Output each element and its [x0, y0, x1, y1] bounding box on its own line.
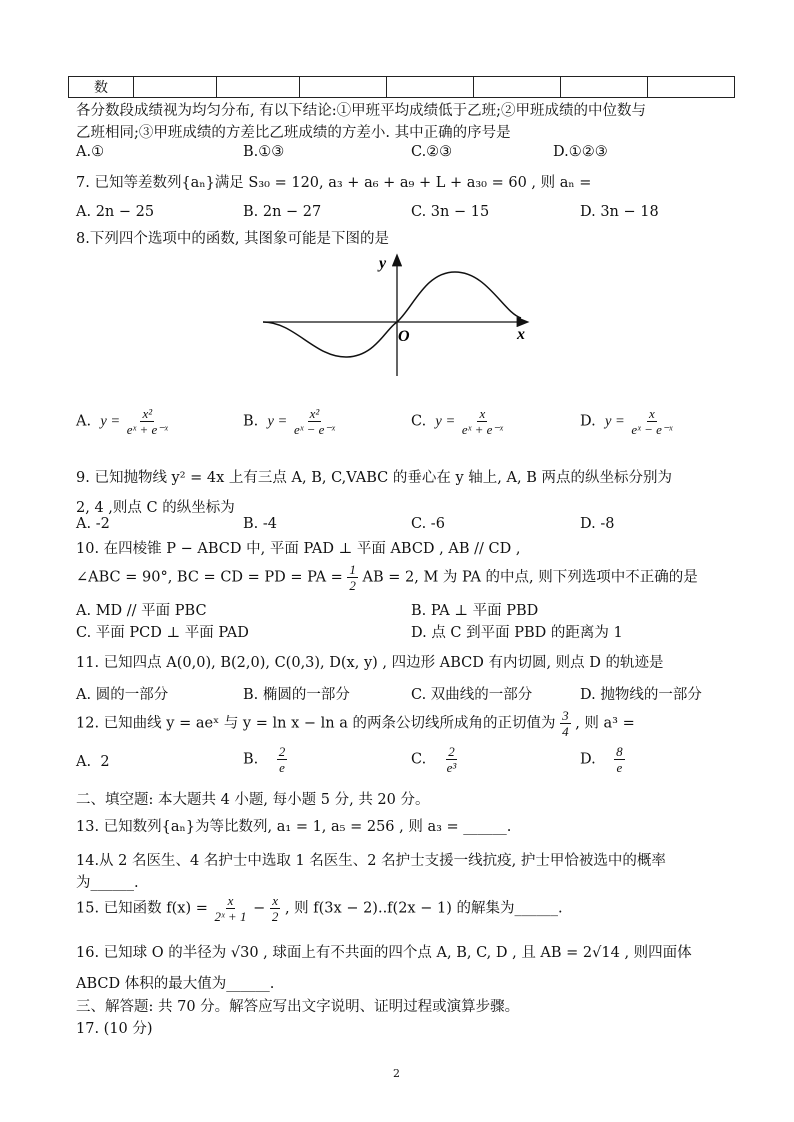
- curve: [263, 272, 521, 357]
- q10-option-c: C. 平面 PCD ⊥ 平面 PAD: [76, 625, 249, 641]
- q14-line-1: 14.从 2 名医生、4 名护士中选取 1 名医生、2 名护士支援一线抗疫, 护士甲恰被选中的概率: [76, 853, 666, 869]
- q7-option-b: B. 2n − 27: [243, 204, 322, 220]
- table-cell: [134, 77, 217, 98]
- table-cell: [648, 77, 735, 98]
- q10-line-2: ∠ABC = 90°, BC = CD = PD = PA = $\frac{1}{2}$ AB = 2, M 为 PA 的中点, 则下列选项中不正确的是: [76, 562, 698, 593]
- table-cell: [474, 77, 561, 98]
- page-number: 2: [393, 1067, 400, 1080]
- section-2-heading: 二、填空题: 本大题共 4 小题, 每小题 5 分, 共 20 分。: [76, 792, 430, 808]
- intro-line-2: 乙班相同;③甲班成绩的方差比乙班成绩的方差小. 其中正确的序号是: [76, 125, 511, 141]
- q10-option-d: D. 点 C 到平面 PBD 的距离为 1: [411, 625, 623, 641]
- q7-option-a: A. 2n − 25: [76, 204, 155, 220]
- q13: 13. 已知数列{aₙ}为等比数列, a₁ = 1, a₅ = 256 , 则 a₃ = ______.: [76, 819, 512, 835]
- q11-option-a: A. 圆的一部分: [76, 687, 169, 703]
- q11-stem: 11. 已知四点 A(0,0), B(2,0), C(0,3), D(x, y) , 四边形 ABCD 有内切圆, 则点 D 的轨迹是: [76, 655, 664, 671]
- score-table: [68, 76, 735, 98]
- function-graph: [255, 250, 535, 380]
- section-3-heading: 三、解答题: 共 70 分。解答应写出文字说明、证明过程或演算步骤。: [76, 999, 520, 1015]
- q10-option-a: A. MD // 平面 PBC: [76, 603, 207, 619]
- q8-option-d: D. y = $\frac{x}{\text{eˣ − e⁻ˣ}}$: [580, 406, 673, 437]
- table-cell: 数: [69, 77, 134, 98]
- q6-option-b: B.①③: [243, 144, 285, 160]
- q12-stem: 12. 已知曲线 y = aeˣ 与 y = ln x − ln a 的两条公切线所成角的正切值为 $\frac{3}{4}$ , 则 a³ =: [76, 708, 635, 739]
- q6-option-a: A.①: [76, 144, 105, 160]
- q7-option-d: D. 3n − 18: [580, 204, 659, 220]
- q11-option-d: D. 抛物线的一部分: [580, 687, 702, 703]
- q12-option-c: C. $\frac{2}{\text{e³}}$: [411, 744, 457, 775]
- q6-option-d: D.①②③: [553, 144, 608, 160]
- table-cell: [300, 77, 387, 98]
- q12-option-b: B. $\frac{2}{e}$: [243, 744, 286, 775]
- q8-stem: 8.下列四个选项中的函数, 其图象可能是下图的是: [76, 231, 390, 247]
- q17: 17. (10 分): [76, 1021, 153, 1037]
- q10-option-b: B. PA ⊥ 平面 PBD: [411, 603, 539, 619]
- q10-line-1: 10. 在四棱锥 P − ABCD 中, 平面 PAD ⊥ 平面 ABCD , AB // CD ,: [76, 541, 521, 557]
- y-axis-label: y: [379, 255, 387, 272]
- q9-option-c: C. -6: [411, 516, 445, 532]
- q16-line-1: 16. 已知球 O 的半径为 √30 , 球面上有不共面的四个点 A, B, C, D , 且 AB = 2√14 , 则四面体: [76, 945, 692, 961]
- q9-line-1: 9. 已知抛物线 y² = 4x 上有三点 A, B, C,VABC 的垂心在 y 轴上, A, B 两点的纵坐标分别为: [76, 470, 672, 486]
- intro-line-1: 各分数段成绩视为均匀分布, 有以下结论:①甲班平均成绩低于乙班;②甲班成绩的中位数与: [76, 103, 646, 119]
- q14-line-2: 为______.: [76, 875, 139, 891]
- q9-line-2: 2, 4 ,则点 C 的纵坐标为: [76, 500, 235, 516]
- table-cell: [561, 77, 648, 98]
- q9-option-d: D. -8: [580, 516, 615, 532]
- table-cell: [217, 77, 300, 98]
- q11-option-b: B. 椭圆的一部分: [243, 687, 350, 703]
- q7-option-c: C. 3n − 15: [411, 204, 490, 220]
- q11-option-c: C. 双曲线的一部分: [411, 687, 533, 703]
- q9-option-a: A. -2: [76, 516, 110, 532]
- origin-label: O: [398, 328, 410, 345]
- q8-option-c: C. y = $\frac{x}{\text{eˣ + e⁻ˣ}}$: [411, 406, 503, 437]
- x-axis-label: x: [517, 326, 525, 343]
- q16-line-2: ABCD 体积的最大值为______.: [76, 976, 275, 992]
- q6-option-c: C.②③: [411, 144, 453, 160]
- q15: 15. 已知函数 f(x) = $\frac{x}{\text{2ˣ + 1}}$ − $\frac{x}{2}$ , 则 f(3x − 2)..f(2x − 1) 的解集为______.: [76, 893, 563, 924]
- q12-option-d: D. $\frac{8}{e}$: [580, 744, 623, 775]
- table-cell: [387, 77, 474, 98]
- q8-option-a: A. y = $\frac{\text{x²}}{\text{eˣ + e⁻ˣ}}$: [76, 406, 168, 437]
- q9-option-b: B. -4: [243, 516, 277, 532]
- q8-option-b: B. y = $\frac{\text{x²}}{\text{eˣ − e⁻ˣ}}$: [243, 406, 335, 437]
- q7-stem: 7. 已知等差数列{aₙ}满足 S₃₀ = 120, a₃ + a₆ + a₉ + L + a₃₀ = 60 , 则 aₙ =: [76, 175, 592, 191]
- q12-option-a: A. 2: [76, 754, 110, 770]
